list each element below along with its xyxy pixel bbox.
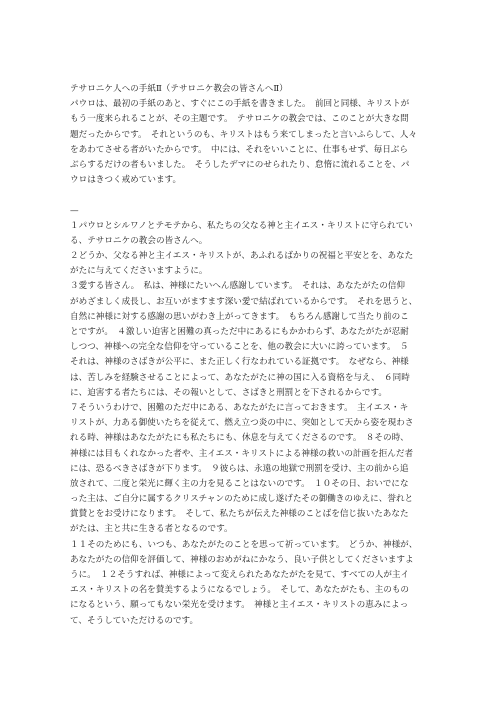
intro-line: もう一度来られることが、その主題です。 テサロニケの教会では、このことが大きな問 bbox=[70, 114, 409, 125]
body-line: になるという、願ってもない栄光を受けます。 神様と主イエス・キリストの恵みによっ bbox=[70, 600, 409, 611]
body-line: がたは、主と共に生きる者となるのです。 bbox=[70, 524, 233, 535]
body-line: うに。 １２そうすれば、神様によって変えられたあなたがたを見て、すべての人が主イ bbox=[70, 570, 410, 580]
intro-paragraph bbox=[70, 97, 430, 188]
intro-line: をあわてさせる者がいたからです。 中には、それをいいことに、仕事もせず、毎日ぶら bbox=[70, 144, 408, 155]
intro-line: ぶらするだけの者もいました。 そうしたデマにのせられたり、怠惰に流れることを、パ bbox=[70, 159, 410, 170]
body-line: て、そうしていただけるのです。 bbox=[70, 615, 199, 626]
body-line: リストが、力ある御使いたちを従えて、燃え立つ炎の中に、突如として天から姿を現わさ bbox=[70, 418, 414, 429]
spacer bbox=[70, 188, 430, 203]
body-line: ３愛する皆さん。 私は、神様にたいへん感謝しています。 それは、あなたがたの信仰 bbox=[70, 281, 405, 292]
section-divider: — bbox=[70, 205, 79, 216]
body-line: る、テサロニケの教会の皆さんへ。 bbox=[70, 235, 208, 246]
body-line: １１そのためにも、いつも、あなたがたのことを思って祈っています。 どうか、神様が、 bbox=[70, 539, 418, 550]
body-line: 自然に神様に対する感謝の思いがわき上がってきます。 もちろん感謝して当たり前のこ bbox=[70, 311, 409, 322]
body-line: とですが。 ４激しい迫害と困難の真っただ中にあるにもかかわらず、あなたがたが忍耐 bbox=[70, 327, 409, 337]
body-line: あなたがたの信仰を評価して、神様のおめがねにかなう、良い子供としてくださいますよ bbox=[70, 554, 414, 565]
body-line: 神様には目もくれなかった者や、主イエス・キリストによる神様の救いの計画を拒んだ者 bbox=[70, 448, 414, 459]
body-line: ７そういうわけで、困難のただ中にある、あなたがたに言っておきます。 主イエス・キ bbox=[70, 402, 409, 413]
body-line: に、迫害する者たちには、その報いとして、さばきと刑罰とを下されるからです。 bbox=[70, 387, 388, 398]
body-line: は、苦しみを経験させることによって、あなたがたに神の国に入る資格を与え、 ６同時 bbox=[70, 372, 410, 383]
body-line: がたに与えてくださいますように。 bbox=[70, 266, 208, 277]
body-text bbox=[70, 219, 430, 629]
body-line: １パウロとシルワノとテモテから、私たちの父なる神と主イエス・キリストに守られてい bbox=[70, 220, 413, 231]
intro-line: 題だったからです。 それというのも、キリストはもう来てしまったと言いふらして、人々 bbox=[70, 129, 417, 140]
body-line: それは、神様のさばきが公平に、また正しく行なわれている証拠です。 なぜなら、神様 bbox=[70, 357, 409, 368]
intro-line: ウロはきつく戒めています。 bbox=[70, 175, 182, 186]
body-line: れる時、神様はあなたがたにも私たちにも、休息を与えてくださるのです。 ８その時、 bbox=[70, 433, 409, 444]
document-content bbox=[70, 82, 430, 629]
body-line: しつつ、神様への完全な信仰を守っていることを、他の教会に大いに誇っています。 ５ bbox=[70, 342, 409, 353]
body-line: 放されて、二度と栄光に輝く主の力を見ることはないのです。 １０その日、おいでにな bbox=[70, 478, 409, 489]
body-line: には、恐るべきさばきが下ります。 ９彼らは、永遠の地獄で刑罰を受け、主の前から追 bbox=[70, 463, 409, 474]
body-line: ２どうか、父なる神と主イエス・キリストが、あふれるばかりの祝福と平安とを、あなた bbox=[70, 251, 414, 262]
body-line: がめざましく成長し、お互いがますます深い愛で結ばれているからです。 それを思うと、 bbox=[70, 296, 418, 307]
body-line: 賞賛とをお受けになります。 そして、私たちが伝えた神様のことばを信じ抜いたあなた bbox=[70, 509, 409, 520]
body-line: った主は、ご自分に属するクリスチャンのために成し遂げたその御働きのゆえに、誉れと bbox=[70, 494, 414, 505]
body-line: エス・キリストの名を賛美するようになるでしょう。 そして、あなたがたも、主のもの bbox=[70, 585, 410, 596]
intro-line: パウロは、最初の手紙のあと、すぐにこの手紙を書きました。 前回と同様、キリストが bbox=[70, 99, 410, 110]
document-title: テサロニケ人への手紙Ⅱ（テサロニケ教会の皆さんへⅡ） bbox=[70, 84, 288, 94]
